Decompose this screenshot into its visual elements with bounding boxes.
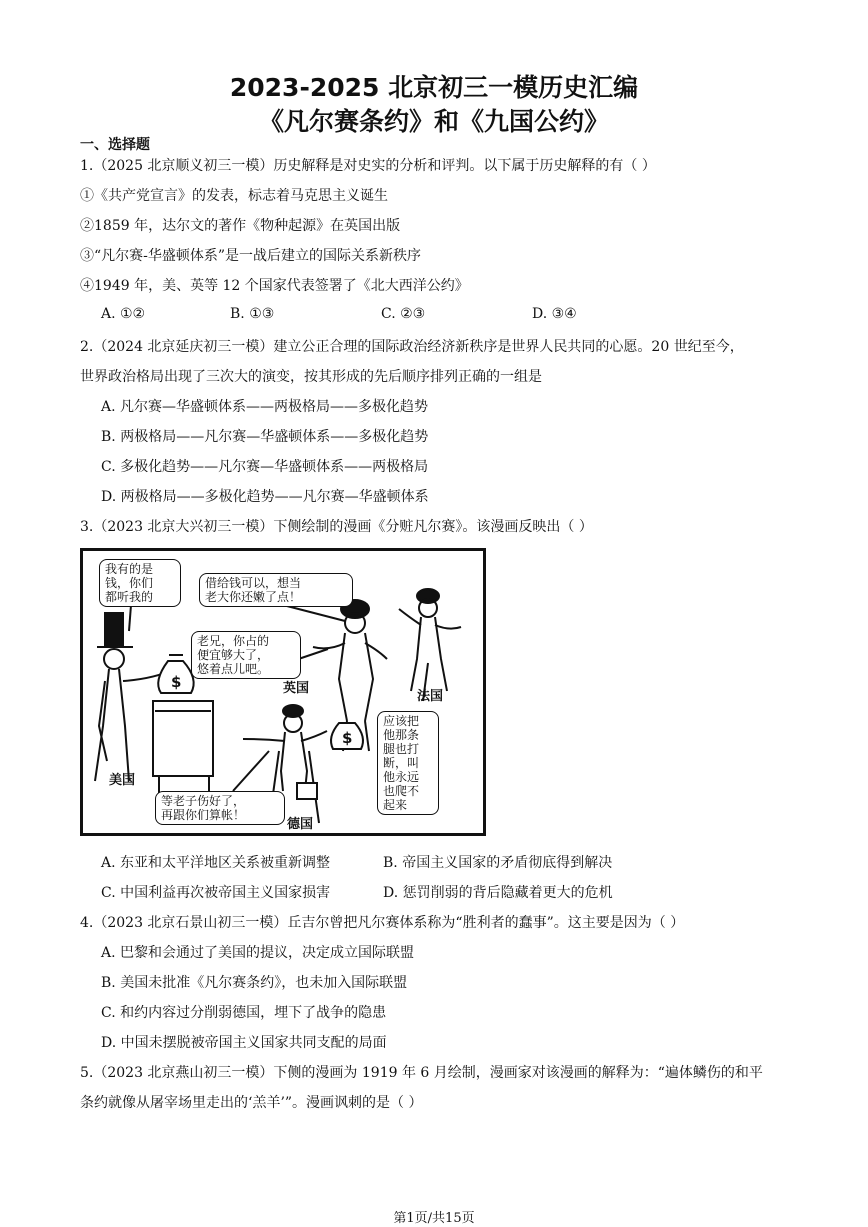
q1-item: ①《共产党宣言》的发表，标志着马克思主义诞生	[80, 188, 388, 204]
q2-option-a: A. 凡尔赛—华盛顿体系——两极格局——多极化趋势	[101, 399, 429, 415]
label-france: 法国	[417, 689, 444, 704]
q3-option-c: C. 中国利益再次被帝国主义国家损害	[101, 885, 331, 901]
q5-stem-cont: 条约就像从屠宰场里走出的‘羔羊’”。漫画讽刺的是（ ）	[80, 1095, 423, 1111]
q1-option-b: B. ①③	[230, 306, 275, 322]
page-footer: 第1页/共15页	[393, 1211, 475, 1226]
q1-item: ②1859 年，达尔文的著作《物种起源》在英国出版	[80, 218, 401, 234]
q3-stem: 3.（2023 北京大兴初三一模）下侧绘制的漫画《分赃凡尔赛》。该漫画反映出（ ）	[80, 519, 593, 535]
label-uk: 英国	[283, 681, 310, 696]
speech-bubble-us: 我有的是 钱，你们 都听我的	[99, 559, 181, 607]
q5-stem: 5.（2023 北京燕山初三一模）下侧的漫画为 1919 年 6 月绘制，漫画家对该漫画的解释为：“遍体鳞伤的和平	[80, 1065, 763, 1081]
q1-stem: 1.（2025 北京顺义初三一模）历史解释是对史实的分析和评判。以下属于历史解释的有（ ）	[80, 158, 656, 174]
q4-option-d: D. 中国未摆脱被帝国主义国家共同支配的局面	[101, 1035, 387, 1051]
speech-bubble-germany: 等老子伤好了， 再跟你们算帐！	[155, 791, 285, 825]
q1-item: ④1949 年，美、英等 12 个国家代表签署了《北大西洋公约》	[80, 278, 469, 294]
q3-option-a: A. 东亚和太平洋地区关系被重新调整	[101, 855, 331, 871]
q1-item: ③“凡尔赛-华盛顿体系”是一战后建立的国际关系新秩序	[80, 248, 422, 264]
q4-option-b: B. 美国未批准《凡尔赛条约》，也未加入国际联盟	[101, 975, 408, 991]
speech-bubble-france: 应该把 他那条 腿也打 断，叫 他永远 也爬不 起来	[377, 711, 439, 815]
q3-option-d: D. 惩罚削弱的背后隐藏着更大的危机	[383, 885, 613, 901]
q3-option-b: B. 帝国主义国家的矛盾彻底得到解决	[383, 855, 613, 871]
document-title-line1: 2023-2025 北京初三一模历史汇编	[229, 73, 639, 102]
speech-bubble-uk-loan: 借给钱可以，想当 老大你还嫩了点！	[199, 573, 353, 607]
cartoon-versailles-spoils	[80, 548, 486, 836]
q2-stem-cont: 世界政治格局出现了三次大的演变，按其形成的先后顺序排列正确的一组是	[80, 369, 542, 385]
q2-option-d: D. 两极格局——多极化趋势——凡尔赛—华盛顿体系	[101, 489, 429, 505]
q4-option-c: C. 和约内容过分削弱德国，埋下了战争的隐患	[101, 1005, 387, 1021]
q4-option-a: A. 巴黎和会通过了美国的提议，决定成立国际联盟	[101, 945, 415, 961]
document-title-line2: 《凡尔赛条约》和《九国公约》	[258, 107, 609, 136]
section-heading: 一、选择题	[80, 137, 150, 153]
q1-option-c: C. ②③	[381, 306, 426, 322]
q1-option-a: A. ①②	[101, 306, 146, 322]
label-us: 美国	[109, 773, 136, 788]
label-germany: 德国	[287, 817, 314, 832]
dollar-sign-us: $	[171, 673, 182, 691]
dollar-sign-germany: $	[342, 729, 353, 747]
speech-bubble-uk-warning: 老兄，你占的 便宜够大了， 悠着点儿吧。	[191, 631, 301, 679]
q1-option-d: D. ③④	[532, 306, 577, 322]
q2-stem: 2.（2024 北京延庆初三一模）建立公正合理的国际政治经济新秩序是世界人民共同的心愿。20 世纪至今，	[80, 339, 744, 355]
q2-option-c: C. 多极化趋势——凡尔赛—华盛顿体系——两极格局	[101, 459, 429, 475]
q2-option-b: B. 两极格局——凡尔赛—华盛顿体系——多极化趋势	[101, 429, 429, 445]
q4-stem: 4.（2023 北京石景山初三一模）丘吉尔曾把凡尔赛体系称为“胜利者的蠢事”。这主要是因为（ ）	[80, 915, 685, 931]
